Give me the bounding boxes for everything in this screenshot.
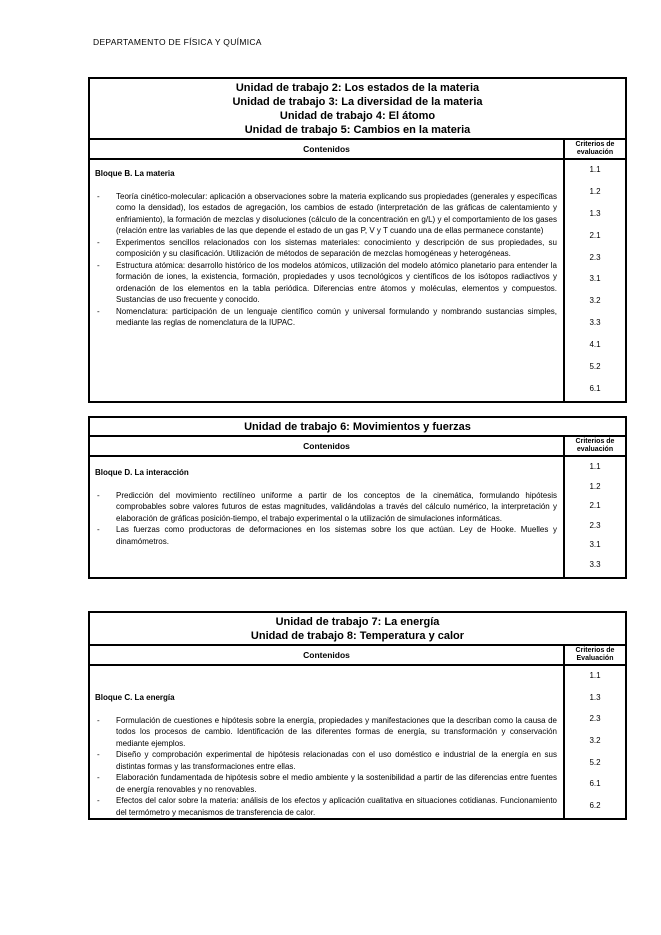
unit-table-6 — [88, 416, 627, 579]
unit-table-2-5 — [88, 77, 627, 403]
criteria-values — [565, 160, 625, 401]
contents-column — [90, 437, 563, 577]
criteria-value: 2.1 — [589, 501, 601, 511]
criteria-value: 5.2 — [589, 362, 601, 372]
criteria-value: 3.2 — [589, 296, 601, 306]
bullet-marker: - — [97, 237, 100, 247]
criteria-value: 1.2 — [589, 186, 601, 196]
criteria-header-line: Criterios de — [575, 437, 615, 445]
table-title-line: Unidad de trabajo 2: Los estados de la materia — [235, 82, 480, 94]
bullet-marker: - — [97, 490, 100, 500]
criteria-value: 2.1 — [589, 230, 601, 240]
criteria-value: 3.1 — [589, 540, 601, 550]
bullet-marker: - — [97, 796, 100, 805]
content-bullet — [95, 306, 557, 329]
criteria-value: 2.3 — [589, 252, 601, 262]
criteria-value: 1.3 — [589, 208, 601, 218]
contents-header: Contenidos — [90, 646, 563, 666]
criteria-value: 1.2 — [589, 481, 601, 491]
block-title: Bloque D. La interacción — [95, 468, 189, 477]
content-bullet — [95, 490, 557, 525]
bullet-marker: - — [97, 715, 100, 725]
contents-column — [90, 140, 563, 401]
criteria-value: 6.1 — [589, 383, 601, 393]
criteria-header-line: Evaluación — [576, 655, 614, 662]
bullet-text: Las fuerzas como productoras de deformaciones en los sistemas sobre los que actúan. Ley de Hooke. Muelles y dinamómetros. — [116, 525, 557, 546]
table-title-line: Unidad de trabajo 4: El átomo — [279, 110, 436, 122]
bullet-text: Teoría cinético-molecular: aplicación a observaciones sobre la materia explicando sus propiedades (generales y específicas como la densidad), los estados de agregación, los cambios de estado (interpretación de las gráficas de calentamiento y enfriamiento), la formación de mezclas y disoluciones (cálculo de la concentración en g/L) y el comportamiento de los gases (relación entre las variables de las que depende el estado de un gas P, V y T cuando una de ellas permanece constante) — [116, 191, 557, 235]
criteria-value: 1.1 — [589, 165, 601, 174]
criteria-value: 3.3 — [589, 318, 601, 328]
bullet-text: Diseño y comprobación experimental de hipótesis relacionadas con el uso doméstico e industrial de la energía en sus distintas formas y las transformaciones entre ellas. — [116, 750, 557, 771]
contents-header: Contenidos — [90, 140, 563, 160]
table-title — [90, 79, 625, 140]
criteria-value: 5.2 — [589, 757, 601, 767]
criteria-header-line: Criterios de — [575, 140, 615, 148]
bullet-text: Efectos del calor sobre la materia: análisis de los efectos y aplicación cualitativa en situaciones cotidianas. Funcionamiento del termómetro y mecanismos de transferencia de calor. — [116, 796, 557, 817]
criteria-value: 2.3 — [589, 714, 601, 724]
table-columns — [90, 646, 625, 818]
criteria-value: 3.2 — [589, 735, 601, 745]
bullet-marker: - — [97, 260, 100, 270]
unit-table-7-8 — [88, 611, 627, 820]
criteria-value: 6.1 — [589, 779, 601, 789]
criteria-value: 1.3 — [589, 692, 601, 702]
content-bullet — [95, 795, 557, 818]
table-columns — [90, 437, 625, 577]
bullet-text: Predicción del movimiento rectilíneo uniforme a partir de los conceptos de la cinemática, formulando hipótesis comprobables sobre valores futuros de estas magnitudes, validándolas a través del cálculo numérico, la interpretación y elaboración de gráficas posición-tiempo, el trabajo experimental o la utilización de simulaciones informáticas. — [116, 490, 557, 523]
table-title-line: Unidad de trabajo 7: La energía — [275, 616, 440, 628]
criteria-value: 3.3 — [589, 559, 601, 569]
bullet-text: Elaboración fundamentada de hipótesis sobre el medio ambiente y la sostenibilidad a partir de las diferencias entre fuentes de energía renovables y no renovables. — [116, 773, 557, 794]
bullet-text: Formulación de cuestiones e hipótesis sobre la energía, propiedades y manifestaciones que la describan como la causa de todos los procesos de cambio. Identificación de las diferentes formas de energía, su transformación y conservación mediante ejemplos. — [116, 715, 557, 748]
bullet-marker: - — [97, 306, 100, 316]
table-title-line: Unidad de trabajo 6: Movimientos y fuerzas — [244, 421, 471, 433]
bullet-marker: - — [97, 191, 100, 201]
criteria-value: 6.2 — [589, 800, 601, 810]
criteria-value: 3.1 — [589, 274, 601, 284]
criteria-value: 4.1 — [589, 340, 601, 350]
content-bullet — [95, 749, 557, 772]
bullet-marker: - — [97, 750, 100, 759]
table-title — [90, 613, 625, 646]
criteria-value: 1.1 — [589, 671, 601, 680]
contents-body — [90, 160, 563, 401]
criteria-header — [565, 646, 625, 666]
criteria-header-line: evaluación — [576, 446, 614, 453]
table-title-line: Unidad de trabajo 8: Temperatura y calor — [250, 630, 465, 642]
content-bullet — [95, 715, 557, 750]
content-bullet — [95, 260, 557, 306]
contents-header: Contenidos — [90, 437, 563, 457]
criteria-header — [565, 140, 625, 160]
contents-body — [90, 457, 563, 577]
table-title-line: Unidad de trabajo 3: La diversidad de la materia — [232, 96, 483, 108]
document-header: DEPARTAMENTO DE FÍSICA Y QUÍMICA — [93, 37, 262, 47]
criteria-header — [565, 437, 625, 457]
block-title: Bloque C. La energía — [95, 693, 175, 702]
criteria-header-line: Criterios de — [575, 646, 615, 654]
table-columns — [90, 140, 625, 401]
content-bullet — [95, 191, 557, 237]
criteria-header-line: evaluación — [576, 149, 614, 156]
bullet-marker: - — [97, 773, 100, 782]
contents-column — [90, 646, 563, 818]
criteria-column — [563, 437, 625, 577]
bullet-text: Experimentos sencillos relacionados con los sistemas materiales: conocimiento y descripción de sus propiedades, su composición y su clasificación. Utilización de métodos de separación de mezclas homogéneas y heterogéneas. — [116, 237, 557, 258]
criteria-value: 2.3 — [589, 520, 601, 530]
bullet-text: Nomenclatura: participación de un lenguaje científico común y universal formulando y nombrando sustancias simples, mediante las reglas de nomenclatura de la IUPAC. — [116, 306, 557, 327]
contents-body — [90, 666, 563, 818]
table-title-line: Unidad de trabajo 5: Cambios en la materia — [244, 124, 471, 136]
content-bullet — [95, 772, 557, 795]
criteria-column — [563, 140, 625, 401]
bullet-marker: - — [97, 525, 100, 534]
criteria-value: 1.1 — [589, 462, 601, 471]
content-bullet — [95, 237, 557, 260]
bullet-text: Estructura atómica: desarrollo histórico de los modelos atómicos, utilización del modelo atómico planetario para entender la formación de iones, la existencia, formación, propiedades y usos tecnológicos y científicos de los isótopos radiactivos y ordenación de los elementos en la tabla periódica. Diferencias entre átomos y moléculas, elementos y compuestos. Sustancias de uso frecuente y conocido. — [116, 260, 557, 304]
block-title: Bloque B. La materia — [95, 169, 175, 178]
criteria-values — [565, 666, 625, 818]
content-bullet — [95, 524, 557, 547]
criteria-column — [563, 646, 625, 818]
table-title — [90, 418, 625, 437]
criteria-values — [565, 457, 625, 577]
